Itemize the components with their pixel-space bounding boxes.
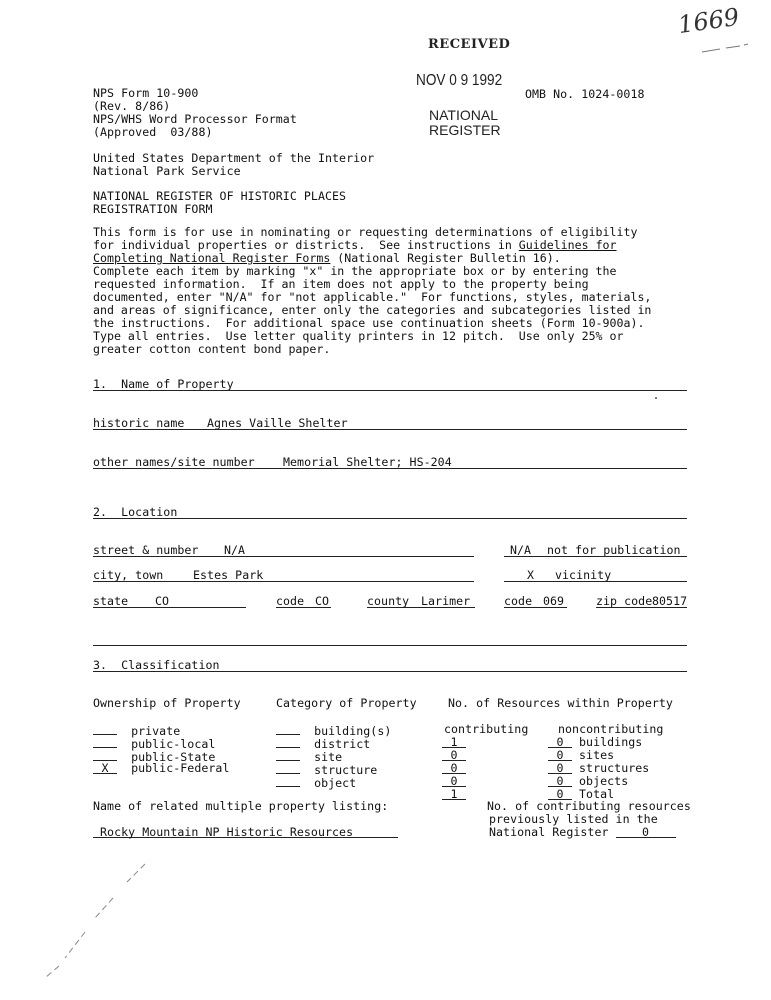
street-line xyxy=(93,556,474,557)
resource-row: 0 xyxy=(442,775,466,788)
state-code-value: CO xyxy=(315,594,330,608)
resource-row: 1 xyxy=(442,788,466,801)
section1-heading: 1. Name of Property xyxy=(93,377,234,391)
omb-number: OMB No. 1024-0018 xyxy=(525,87,645,101)
category-row: site xyxy=(276,749,342,764)
historic-name-value: Agnes Vaille Shelter xyxy=(207,416,348,430)
county-label: county xyxy=(367,594,410,608)
stamp-date: NOV 0 9 1992 xyxy=(416,72,503,89)
other-names-line xyxy=(93,468,687,469)
section1-rule xyxy=(93,390,687,391)
ownership-heading: Ownership of Property xyxy=(93,696,241,710)
section3-rule xyxy=(93,671,687,672)
vicinity-label: vicinity xyxy=(555,568,612,582)
street-value: N/A xyxy=(224,543,246,557)
resource-row: 0 sites xyxy=(548,749,614,762)
resource-row: 0 objects xyxy=(548,775,628,788)
contributing-label: contributing xyxy=(444,722,529,736)
category-row: district xyxy=(276,736,370,751)
speck xyxy=(654,396,658,400)
other-names-label: other names/site number xyxy=(93,455,255,469)
county-line xyxy=(367,607,475,608)
other-names-value: Memorial Shelter; HS-204 xyxy=(283,455,452,469)
previously-listed-line-3: National Register 0 xyxy=(489,826,676,839)
historic-name-label: historic name xyxy=(93,416,185,430)
ownership-row: private xyxy=(93,723,180,738)
resources-heading: No. of Resources within Property xyxy=(448,696,673,710)
previously-listed-line-2: previously listed in the xyxy=(489,812,658,826)
not-for-publication-value: N/A xyxy=(510,543,532,557)
ownership-row: public-State xyxy=(93,749,215,764)
previously-listed-line-1: No. of contributing resources xyxy=(487,799,691,813)
resource-row: 0 xyxy=(442,749,466,762)
form-number: NPS Form 10-900 xyxy=(93,86,199,100)
instructions: This form is for use in nominating or requesting determinations of eligibility for individual properties or districts. See instructions in Guidelines for Completing National Register Forms (National Register Bulletin 16). Complete each item by marking "x" in the appropriate box or by entering the requested information. If an item does not apply to the property being documented, enter "N/A" for "not applicable." For functions, styles, materials, and areas of significance, enter only the categories and subcategories listed in the instructions. For additional space use continuation sheets (Form 10-900a). Type all entries. Use letter quality printers in 12 pitch. Use only 25% or greater cotton content bond paper. xyxy=(93,225,652,356)
state-code-line xyxy=(276,607,331,608)
form-revision: (Rev. 8/86) xyxy=(93,99,171,113)
pen-stroke xyxy=(35,860,155,980)
received-stamp: RECEIVED xyxy=(428,37,511,52)
category-row: building(s) xyxy=(276,723,391,738)
section3-heading: 3. Classification xyxy=(93,658,220,672)
related-listing-label: Name of related multiple property listing: xyxy=(93,799,389,813)
county-code-label: code xyxy=(504,594,533,608)
stamp-national: NATIONAL xyxy=(429,107,498,123)
vicinity-mark: X xyxy=(527,568,535,582)
section2-end-rule xyxy=(93,645,687,646)
pen-mark xyxy=(700,40,750,55)
vicinity-line xyxy=(504,581,687,582)
city-value: Estes Park xyxy=(193,568,264,582)
state-line xyxy=(93,607,246,608)
resource-row: 0 buildings xyxy=(548,736,642,749)
historic-name-line xyxy=(93,429,687,430)
noncontributing-label: noncontributing xyxy=(558,722,664,736)
title-line-2: REGISTRATION FORM xyxy=(93,202,213,216)
section2-rule xyxy=(93,518,687,519)
resource-row: 1 xyxy=(442,736,466,749)
city-label: city, town xyxy=(93,568,164,582)
related-listing-value: Rocky Mountain NP Historic Resources xyxy=(93,826,398,839)
form-format: NPS/WHS Word Processor Format xyxy=(93,112,297,126)
street-label: street & number xyxy=(93,543,199,557)
stamp-register: REGISTER xyxy=(429,122,501,138)
section2-heading: 2. Location xyxy=(93,505,178,519)
zip-label: zip code xyxy=(596,594,653,608)
category-row: structure xyxy=(276,762,377,777)
city-line xyxy=(93,581,474,582)
county-code-value: 069 xyxy=(543,594,565,608)
category-row: object xyxy=(276,775,356,790)
county-code-line xyxy=(504,607,567,608)
resource-row: 0 Total xyxy=(548,788,614,801)
zip-line xyxy=(596,607,687,608)
zip-value: 80517 xyxy=(652,594,688,608)
state-code-label: code xyxy=(276,594,305,608)
state-label: state xyxy=(93,594,129,608)
resource-row: 0 structures xyxy=(548,762,649,775)
resource-row: 0 xyxy=(442,762,466,775)
nfp-line xyxy=(504,556,687,557)
ownership-row: X public-Federal xyxy=(93,762,229,775)
ownership-row: public-local xyxy=(93,736,215,751)
title-line-1: NATIONAL REGISTER OF HISTORIC PLACES xyxy=(93,189,347,203)
department: United States Department of the Interior xyxy=(93,151,375,165)
handwritten-number: 1669 xyxy=(676,2,741,40)
not-for-publication-label: not for publication xyxy=(547,543,681,557)
form-approved: (Approved 03/88) xyxy=(93,125,213,139)
state-value: CO xyxy=(155,594,170,608)
category-heading: Category of Property xyxy=(276,696,417,710)
county-value: Larimer xyxy=(421,594,471,608)
service: National Park Service xyxy=(93,164,241,178)
